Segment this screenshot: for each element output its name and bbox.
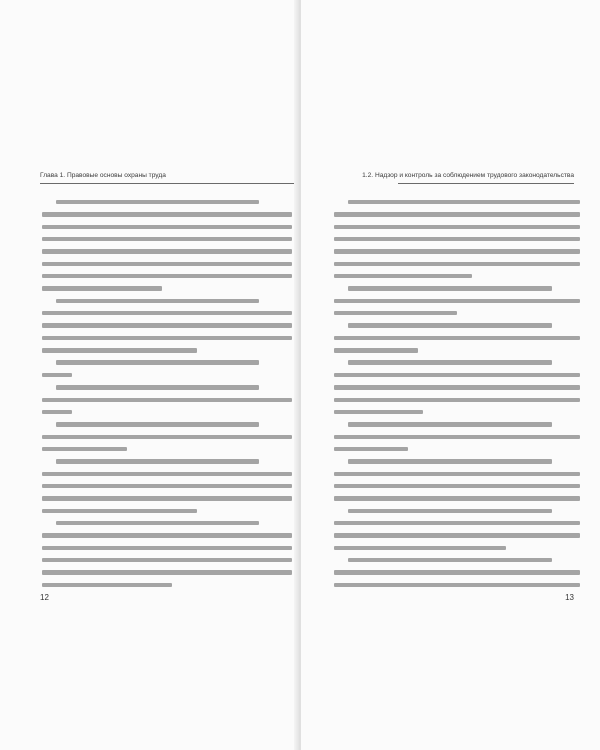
text-line (42, 443, 292, 455)
text-line (334, 517, 580, 529)
text-line (42, 295, 292, 307)
text-line (334, 344, 580, 356)
text-line-placeholder (334, 212, 580, 216)
text-line-placeholder (334, 546, 506, 550)
text-line-placeholder (334, 435, 580, 439)
text-line (334, 406, 580, 418)
text-line (42, 245, 292, 257)
running-head-left: Глава 1. Правовые основы охраны труда (40, 172, 166, 179)
text-line-placeholder (42, 546, 292, 550)
text-line-placeholder (334, 385, 580, 389)
text-line (334, 554, 580, 566)
text-line (334, 443, 580, 455)
text-line-placeholder (348, 459, 552, 463)
text-line (334, 381, 580, 393)
text-line-placeholder (56, 299, 259, 303)
text-line-placeholder (348, 360, 552, 364)
text-line (334, 480, 580, 492)
text-line-placeholder (42, 336, 292, 340)
text-line (42, 492, 292, 504)
text-line-placeholder (56, 459, 259, 463)
text-line-placeholder (56, 360, 259, 364)
text-line (42, 381, 292, 393)
text-line (334, 529, 580, 541)
text-line-placeholder (42, 323, 292, 327)
text-line (42, 319, 292, 331)
text-line (334, 196, 580, 208)
text-line-placeholder (334, 249, 580, 253)
text-line (334, 258, 580, 270)
text-line (42, 233, 292, 245)
text-line (42, 406, 292, 418)
text-line-placeholder (348, 558, 552, 562)
text-line-placeholder (334, 570, 580, 574)
header-rule-right (398, 183, 574, 184)
text-line (334, 492, 580, 504)
text-line (42, 431, 292, 443)
text-line-placeholder (42, 348, 197, 352)
text-line-placeholder (42, 286, 162, 290)
text-line (334, 282, 580, 294)
text-line (42, 480, 292, 492)
text-line-placeholder (42, 570, 292, 574)
text-line-placeholder (348, 422, 552, 426)
text-line-placeholder (348, 286, 552, 290)
text-line-placeholder (348, 323, 552, 327)
text-line-placeholder (42, 533, 292, 537)
text-line-placeholder (334, 299, 580, 303)
text-line-placeholder (334, 311, 457, 315)
text-line-placeholder (42, 583, 172, 587)
text-line (42, 270, 292, 282)
right-page (301, 0, 600, 750)
text-line-placeholder (334, 274, 472, 278)
text-line (334, 579, 580, 591)
text-line (42, 394, 292, 406)
text-line (334, 394, 580, 406)
text-line (42, 505, 292, 517)
text-line-placeholder (334, 447, 408, 451)
text-line (334, 356, 580, 368)
right-body-text (334, 196, 580, 591)
text-line-placeholder (334, 533, 580, 537)
text-line (42, 369, 292, 381)
text-line-placeholder (42, 496, 292, 500)
text-line-placeholder (42, 447, 127, 451)
text-line-placeholder (42, 472, 292, 476)
text-line-placeholder (334, 237, 580, 241)
text-line-placeholder (334, 472, 580, 476)
text-line (42, 517, 292, 529)
text-line (334, 468, 580, 480)
left-page (0, 0, 299, 750)
text-line (334, 418, 580, 430)
text-line-placeholder (334, 398, 580, 402)
header-rule-left (40, 183, 294, 184)
text-line (334, 332, 580, 344)
text-line (334, 295, 580, 307)
text-line-placeholder (56, 200, 259, 204)
text-line-placeholder (348, 200, 580, 204)
text-line (42, 282, 292, 294)
text-line-placeholder (42, 484, 292, 488)
text-line (334, 431, 580, 443)
text-line-placeholder (42, 509, 197, 513)
text-line (42, 196, 292, 208)
text-line (334, 270, 580, 282)
text-line (42, 566, 292, 578)
text-line-placeholder (42, 410, 72, 414)
text-line (334, 505, 580, 517)
text-line-placeholder (42, 212, 292, 216)
text-line-placeholder (348, 509, 552, 513)
text-line-placeholder (334, 521, 580, 525)
text-line-placeholder (42, 373, 72, 377)
text-line (42, 307, 292, 319)
text-line-placeholder (42, 398, 292, 402)
text-line (42, 542, 292, 554)
text-line (334, 319, 580, 331)
text-line-placeholder (334, 262, 580, 266)
text-line (42, 208, 292, 220)
text-line (42, 468, 292, 480)
text-line (42, 356, 292, 368)
text-line (334, 233, 580, 245)
text-line-placeholder (334, 348, 418, 352)
text-line (42, 258, 292, 270)
text-line (42, 579, 292, 591)
text-line-placeholder (42, 435, 292, 439)
text-line-placeholder (42, 237, 292, 241)
text-line (42, 344, 292, 356)
text-line (334, 566, 580, 578)
text-line (334, 369, 580, 381)
text-line (42, 418, 292, 430)
text-line-placeholder (334, 225, 580, 229)
page-number-left: 12 (40, 593, 49, 602)
text-line-placeholder (42, 225, 292, 229)
text-line-placeholder (42, 262, 292, 266)
text-line-placeholder (334, 583, 580, 587)
text-line-placeholder (42, 558, 292, 562)
left-body-text (42, 196, 292, 591)
text-line-placeholder (334, 410, 423, 414)
text-line-placeholder (334, 373, 580, 377)
text-line-placeholder (56, 385, 259, 389)
text-line-placeholder (42, 249, 292, 253)
text-line-placeholder (56, 521, 259, 525)
text-line-placeholder (334, 484, 580, 488)
page-number-right: 13 (565, 593, 574, 602)
text-line (42, 554, 292, 566)
text-line-placeholder (334, 496, 580, 500)
text-line-placeholder (42, 311, 292, 315)
text-line (334, 542, 580, 554)
text-line-placeholder (334, 336, 580, 340)
text-line (42, 332, 292, 344)
text-line (334, 245, 580, 257)
text-line (42, 455, 292, 467)
text-line (42, 529, 292, 541)
text-line (334, 221, 580, 233)
text-line (334, 455, 580, 467)
text-line (42, 221, 292, 233)
text-line (334, 307, 580, 319)
running-head-right: 1.2. Надзор и контроль за соблюдением трудового законодательства (362, 172, 574, 179)
text-line (334, 208, 580, 220)
text-line-placeholder (56, 422, 259, 426)
text-line-placeholder (42, 274, 292, 278)
